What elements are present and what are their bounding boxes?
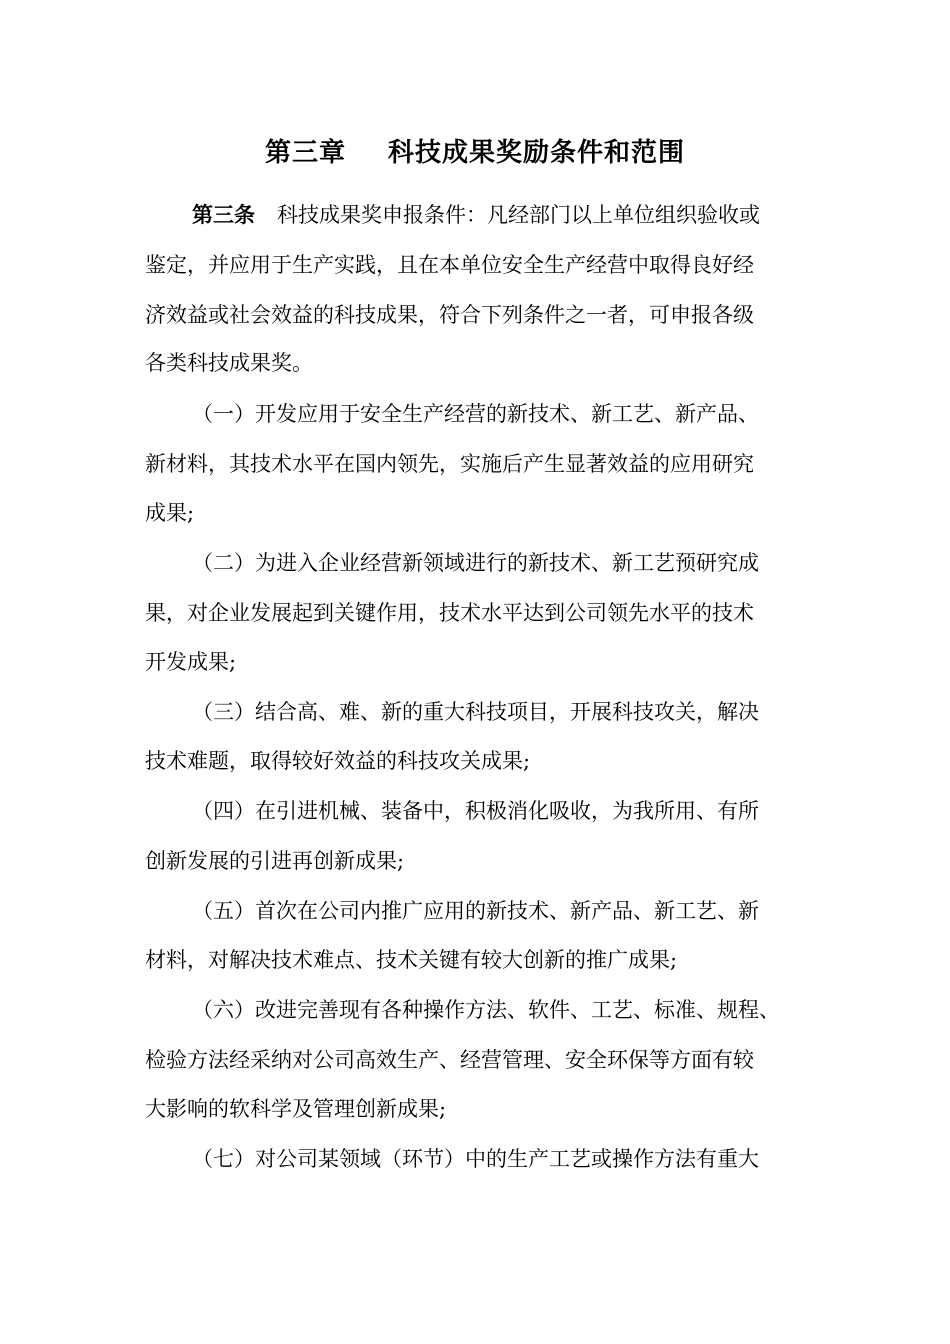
item-2-line: 果，对企业发展起到关键作用，技术水平达到公司领先水平的技术 bbox=[145, 601, 754, 625]
item-1-line: （一）开发应用于安全生产经营的新技术、新工艺、新产品、 bbox=[192, 402, 759, 426]
item-3-line: （三）结合高、难、新的重大科技项目，开展科技攻关，解决 bbox=[192, 700, 759, 724]
item-6-line: （六）改进完善现有各种操作方法、软件、工艺、标准、规程、 bbox=[192, 998, 780, 1022]
item-1-line: 成果; bbox=[145, 501, 195, 525]
chapter-number: 第三章 bbox=[264, 138, 346, 168]
article-label: 第三条 bbox=[192, 202, 255, 227]
article-text-line: 各类科技成果奖。 bbox=[145, 351, 313, 375]
item-4-line: 创新发展的引进再创新成果; bbox=[145, 849, 405, 873]
article-text-line: 济效益或社会效益的科技成果，符合下列条件之一者，可申报各级 bbox=[145, 303, 754, 327]
item-3-line: 技术难题，取得较好效益的科技攻关成果; bbox=[145, 749, 531, 773]
item-6-line: 检验方法经采纳对公司高效生产、经营管理、安全环保等方面有较 bbox=[145, 1048, 754, 1072]
article-text-line: 鉴定，并应用于生产实践，且在本单位安全生产经营中取得良好经 bbox=[145, 253, 754, 277]
item-5-line: 材料，对解决技术难点、技术关键有较大创新的推广成果; bbox=[145, 948, 678, 972]
item-7-line: （七）对公司某领域（环节）中的生产工艺或操作方法有重大 bbox=[192, 1147, 759, 1171]
item-1-line: 新材料，其技术水平在国内领先，实施后产生显著效益的应用研究 bbox=[145, 452, 754, 476]
article-first-line bbox=[192, 204, 760, 226]
article-text-line: 科技成果奖申报条件：凡经部门以上单位组织验收或 bbox=[277, 203, 760, 227]
item-2-line: （二）为进入企业经营新领域进行的新技术、新工艺预研究成 bbox=[192, 551, 759, 575]
item-4-line: （四）在引进机械、装备中，积极消化吸收，为我所用、有所 bbox=[192, 799, 759, 823]
item-5-line: （五）首次在公司内推广应用的新技术、新产品、新工艺、新 bbox=[192, 899, 759, 923]
item-6-line: 大影响的软科学及管理创新成果; bbox=[145, 1097, 447, 1121]
chapter-heading bbox=[0, 132, 950, 169]
item-2-line: 开发成果; bbox=[145, 650, 237, 674]
chapter-title-text: 科技成果奖励条件和范围 bbox=[388, 138, 686, 168]
